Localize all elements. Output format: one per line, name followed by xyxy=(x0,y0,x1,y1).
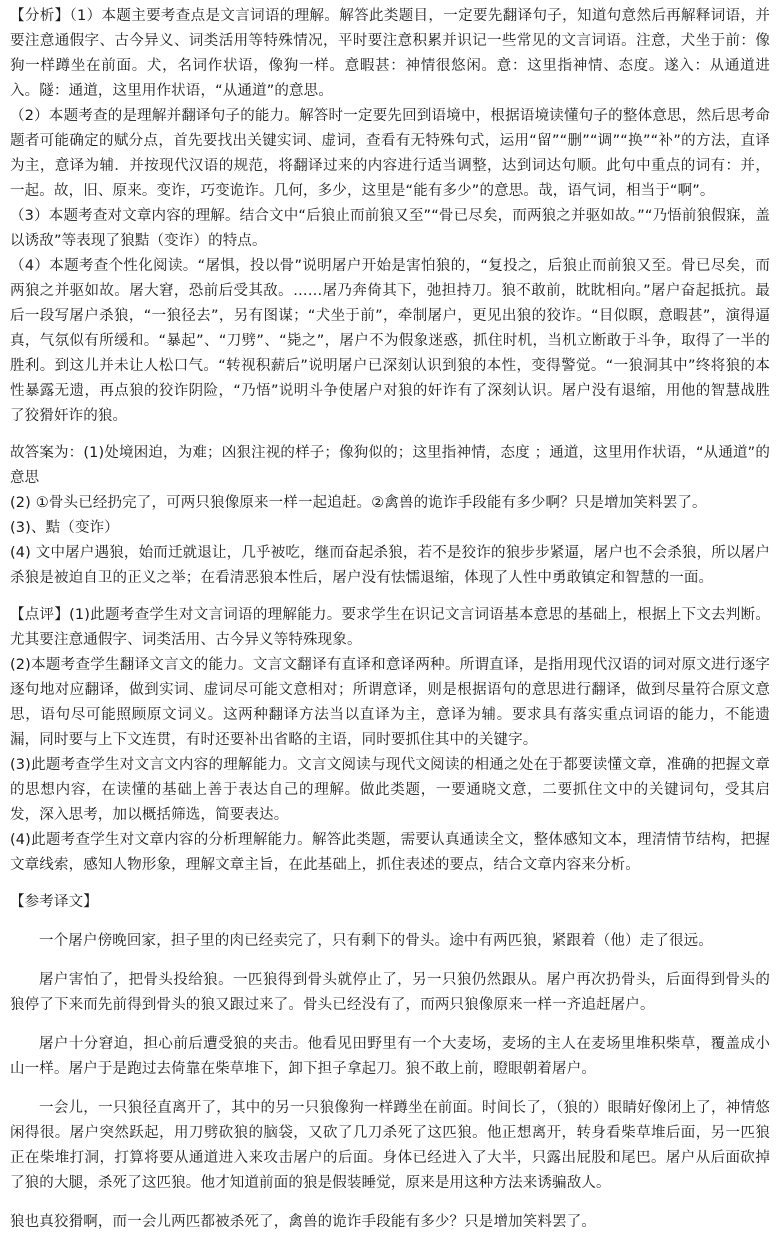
answer-line-2: (2) ①骨头已经扔完了，可两只狼像原来一样一起追赶。②禽兽的诡诈手段能有多少啊？只是增加笑料罢了。 xyxy=(10,495,707,511)
analysis-paragraph-2: （2）本题考查的是理解并翻译句子的能力。解答时一定要先回到语境中，根据语境读懂句子的整体意思，然后思考命题者可能确定的赋分点，首先要找出关键实词、虚词，查看有无特殊句式，运用“留”“删”“调”“换”“补”的方法，直译为主，意译为辅．并按现代汉语的规范，将翻译过来的内容进行适当调整，达到词达句顺。此句中重点的词有：并，一起。故，旧、原来。变诈，巧变诡诈。几何，多少，这里是“能有多少”的意思。哉，语气词，相当于“啊”。 xyxy=(10,108,770,199)
comment-section xyxy=(10,603,770,878)
analysis-section xyxy=(10,4,770,429)
comment-paragraph-2: (2)本题考查学生翻译文言文的能力。文言文翻译有直译和意译两种。所谓直译，是指用现代汉语的词对原文进行逐字逐句地对应翻译，做到实词、虚词尽可能文意相对；所谓意译，则是根据语句的意思进行翻译，做到尽量符合原文意思，语句尽可能照顾原文词义。这两种翻译方法当以直译为主，意译为辅。要求具有落实重点词语的能力，不能遗漏，同时要与上下文连贯，有时还要补出省略的主语，同时要抓住其中的关键字。 xyxy=(10,657,770,748)
analysis-paragraph-3: （3）本题考查对文章内容的理解。结合文中“后狼止而前狼又至”“骨已尽矣，而两狼之并驱如故。”“乃悟前狼假寐，盖以诱敌”等表现了狼黠（变诈）的特点。 xyxy=(10,208,770,249)
translation-paragraph-3: 屠户十分窘迫，担心前后遭受狼的夹击。他看见田野里有一个大麦场，麦场的主人在麦场里堆积柴草，覆盖成小山一样。屠户于是跑过去倚靠在柴草堆下，卸下担子拿起刀。狼不敢上前，瞪眼朝着屠户。 xyxy=(10,1036,770,1077)
comment-paragraph-1: 【点评】(1)此题考查学生对文言词语的理解能力。要求学生在识记文言词语基本意思的基础上，根据上下文去判断。尤其要注意通假字、词类活用、古今异义等特殊现象。 xyxy=(10,607,770,648)
translation-paragraph-2: 屠户害怕了，把骨头投给狼。一匹狼得到骨头就停止了，另一只狼仍然跟从。屠户再次扔骨头，后面得到骨头的狼停了下来而先前得到骨头的狼又跟过来了。骨头已经没有了，而两只狼像原来一样一齐追赶屠户。 xyxy=(10,972,770,1013)
translation-paragraph-1: 一个屠户傍晚回家，担子里的肉已经卖完了，只有剩下的骨头。途中有两匹狼，紧跟着（他）走了很远。 xyxy=(39,933,713,949)
translation-section xyxy=(10,890,770,1235)
answer-section xyxy=(10,441,770,591)
translation-paragraph-5: 狼也真狡猾啊，而一会儿两匹都被杀死了，禽兽的诡诈手段能有多少？只是增加笑料罢了。 xyxy=(10,1214,596,1230)
comment-paragraph-3: (3)此题考查学生对文言文内容的理解能力。文言文阅读与现代文阅读的相通之处在于都要读懂文章，准确的把握文章的思想内容，在读懂的基础上善于表达自己的理解。做此类题，一要通晓文意，二要抓住文中的关键词句，受其启发，深入思考，加以概括筛选，简要表达。 xyxy=(10,757,770,823)
answer-line-3: (3)、黠（变诈） xyxy=(10,520,119,536)
translation-heading: 【参考译文】 xyxy=(10,894,98,910)
comment-paragraph-4: (4)此题考查学生对文章内容的分析理解能力。解答此类题，需要认真通读全文，整体感知文本，理清情节结构，把握文章线索，感知人物形象，理解文章主旨，在此基础上，抓住表述的要点，结合文章内容来分析。 xyxy=(10,832,770,873)
translation-paragraph-4: 一会儿，一只狼径直离开了，其中的另一只狼像狗一样蹲坐在前面。时间长了，（狼的）眼睛好像闭上了，神情悠闲得很。屠户突然跃起，用刀劈砍狼的脑袋，又砍了几刀杀死了这匹狼。他正想离开，转身看柴草堆后面，另一匹狼正在柴堆打洞，打算将要从通道进入来攻击屠户的后面。身体已经进入了大半，只露出屁股和尾巴。屠户从后面砍掉了狼的大腿，杀死了这匹狼。他才知道前面的狼是假装睡觉，原来是用这种方法来诱骗敌人。 xyxy=(10,1100,770,1191)
analysis-paragraph-4: （4）本题考查个性化阅读。“屠惧，投以骨”说明屠户开始是害怕狼的，“复投之，后狼止而前狼又至。骨已尽矣，而两狼之并驱如故。屠大窘，恐前后受其敌。……屠乃奔倚其下，弛担持刀。狼不敢前，眈眈相向。”屠户奋起抵抗。最后一段写屠户杀狼，“一狼径去”，另有图谋；“犬坐于前”，牵制屠户，更见出狼的狡诈。“目似瞑，意暇甚”，演得逼真，气氛似有所缓和。“暴起”、“刀劈”、“毙之”，屠户不为假象迷惑，抓住时机，当机立断敢于斗争，取得了一半的胜利。到这儿并未让人松口气。“转视积薪后”说明屠户已深刻认识到狼的本性，变得警觉。“一狼洞其中”终将狼的本性暴露无遗，再点狼的狡诈阴险，“乃悟”说明斗争使屠户对狼的奸诈有了深刻认识。屠户没有退缩，用他的智慧战胜了狡猾奸诈的狼。 xyxy=(10,258,770,424)
analysis-paragraph-1: 【分析】（1）本题主要考查点是文言词语的理解。解答此类题目，一定要先翻译句子，知道句意然后再解释词语，并要注意通假字、古今异义、词类活用等特殊情况，平时要注意积累并识记一些常见的文言词语。注意，犬坐于前：像狗一样蹲坐在前面。犬，名词作状语，像狗一样。意暇甚：神情很悠闲。意：这里指神情、态度。遂入：从通道进入。隧：通道，这里用作状语，“从通道”的意思。 xyxy=(10,8,770,99)
answer-line-1: 故答案为：(1)处境困迫，为难；凶狠注视的样子；像狗似的；这里指神情，态度 ；通道，这里用作状语，“从通道”的意思 xyxy=(10,445,770,486)
answer-line-4: (4) 文中屠户遇狼，始而迁就退让，几乎被吃，继而奋起杀狼，若不是狡诈的狼步步紧逼，屠户也不会杀狼，所以屠户杀狼是被迫自卫的正义之举；在看清恶狼本性后，屠户没有怯懦退缩，体现了人性中勇敢镇定和智慧的一面。 xyxy=(10,545,770,586)
